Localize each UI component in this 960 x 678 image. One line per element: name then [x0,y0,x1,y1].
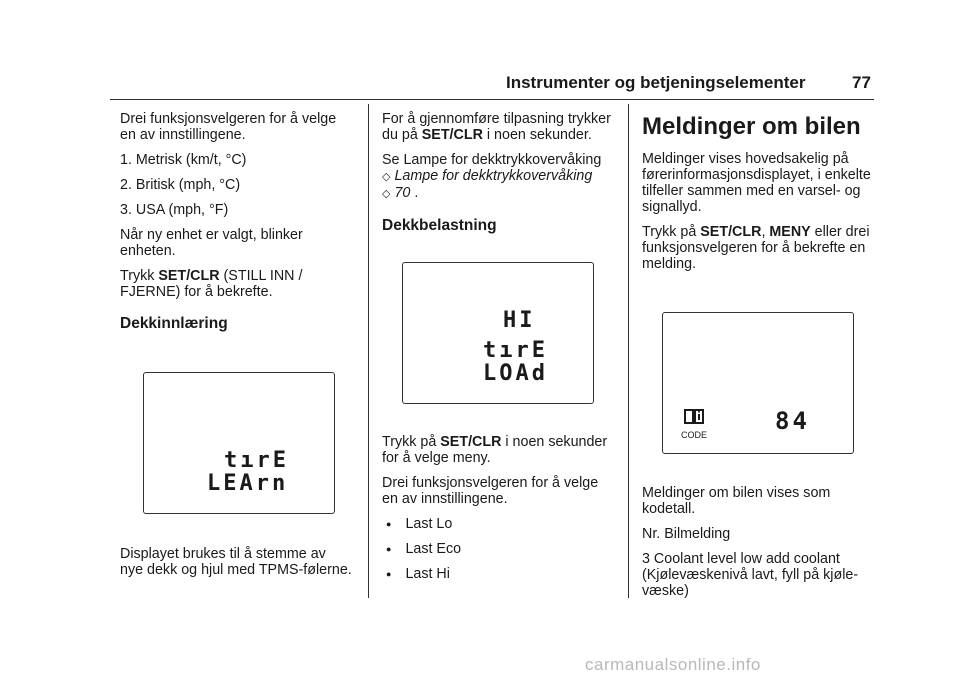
display-line: tırE [224,448,289,473]
text-span: Trykk på [382,434,441,450]
option-item: 2. Britisk (mph, °C) [120,177,241,193]
section-title: Dekkinnlæring [120,315,228,332]
section-title: Meldinger om bilen [642,113,861,140]
text-span: i noen sekunder. [482,127,592,143]
text-span: Trykk på [642,224,701,240]
display-line: LOAd [483,361,548,386]
list-item: 3 Coolant level low add coolant (Kjølevæskenivå lavt, fyll på kjølevæske) [642,551,859,599]
intro-text: Drei funksjonsvelgeren for å velge en av innstillingene. [120,111,337,143]
page-number: 77 [852,73,871,92]
list-item [386,541,614,557]
display-caption: Displayet brukes til å stemme av nye dekk og hjul med TPMS-følerne. [120,546,352,578]
rotate-text: Drei funksjonsvelgeren for å velge en av innstillingene. [382,475,599,507]
display-line: HI [503,308,536,333]
column-2 [382,111,614,591]
button-name: SET/CLR [421,127,483,143]
column-3 [642,113,874,608]
bullet-icon: ● [386,519,392,529]
intro-text: Meldinger vises hovedsakelig på førerinformasjonsdisplayet, i enkelte tilfeller sammen med en varsel- og signallyd. [642,151,871,215]
list-item-text: Last Eco [405,541,462,557]
option-item: 3. USA (mph, °F) [120,202,229,218]
reference-arrow-icon: ◇ [382,188,391,200]
blink-text: Når ny enhet er valgt, blinker enheten. [120,227,303,259]
code-number: 84 [775,407,810,435]
text-span: eller drei funksjonsvelgeren for å bekrefte en melding. [642,224,870,272]
vehicle-message-display [662,312,854,454]
display-line: LEArn [207,471,289,496]
column-divider [368,104,369,598]
reference-arrow-icon: ◇ [382,171,391,183]
bullet-icon: ● [386,544,392,554]
tire-load-display [402,262,594,404]
tire-learn-display [143,372,335,514]
button-name: MENY [769,224,811,240]
reference-page[interactable]: 70 [394,185,411,201]
confirm-text [120,268,352,300]
button-name: SET/CLR [700,224,762,240]
text-span: , [761,224,770,240]
header-rule [110,98,874,100]
list-item [386,516,614,532]
info-book-icon [683,408,705,426]
button-name: SET/CLR [158,268,220,284]
text-span: Trykk [120,268,159,284]
reference-link[interactable]: Lampe for dekktrykkovervåking [394,168,593,184]
code-text: Meldinger om bilen vises som kodetall. [642,485,831,517]
text-span: For å gjennomføre tilpasning trykker du på [382,111,611,143]
text-span: i noen sekunder for å velge meny. [382,434,608,466]
header-title: Instrumenter og betjeningselementer [506,73,806,92]
button-name: SET/CLR [440,434,502,450]
see-reference [382,152,614,202]
adapt-text [382,111,614,143]
text-span: (STILL INN / FJERNE) for å bekrefte. [120,268,303,300]
text-span: Se Lampe for dekktrykkovervåking [382,152,602,168]
column-divider [628,104,629,598]
list-header: Nr. Bilmelding [642,526,731,542]
text-span: . [410,185,419,201]
press-text [642,224,874,272]
code-label: CODE [681,430,708,440]
watermark: carmanualsonline.info [585,655,761,674]
press-text [382,434,614,466]
list-item [386,566,614,582]
section-title: Dekkbelastning [382,217,497,234]
list-item-text: Last Lo [405,516,453,532]
display-line: tırE [483,338,548,363]
bullet-icon: ● [386,569,392,579]
list-item-text: Last Hi [405,566,450,582]
column-1 [120,111,352,587]
option-item: 1. Metrisk (km/t, °C) [120,152,247,168]
